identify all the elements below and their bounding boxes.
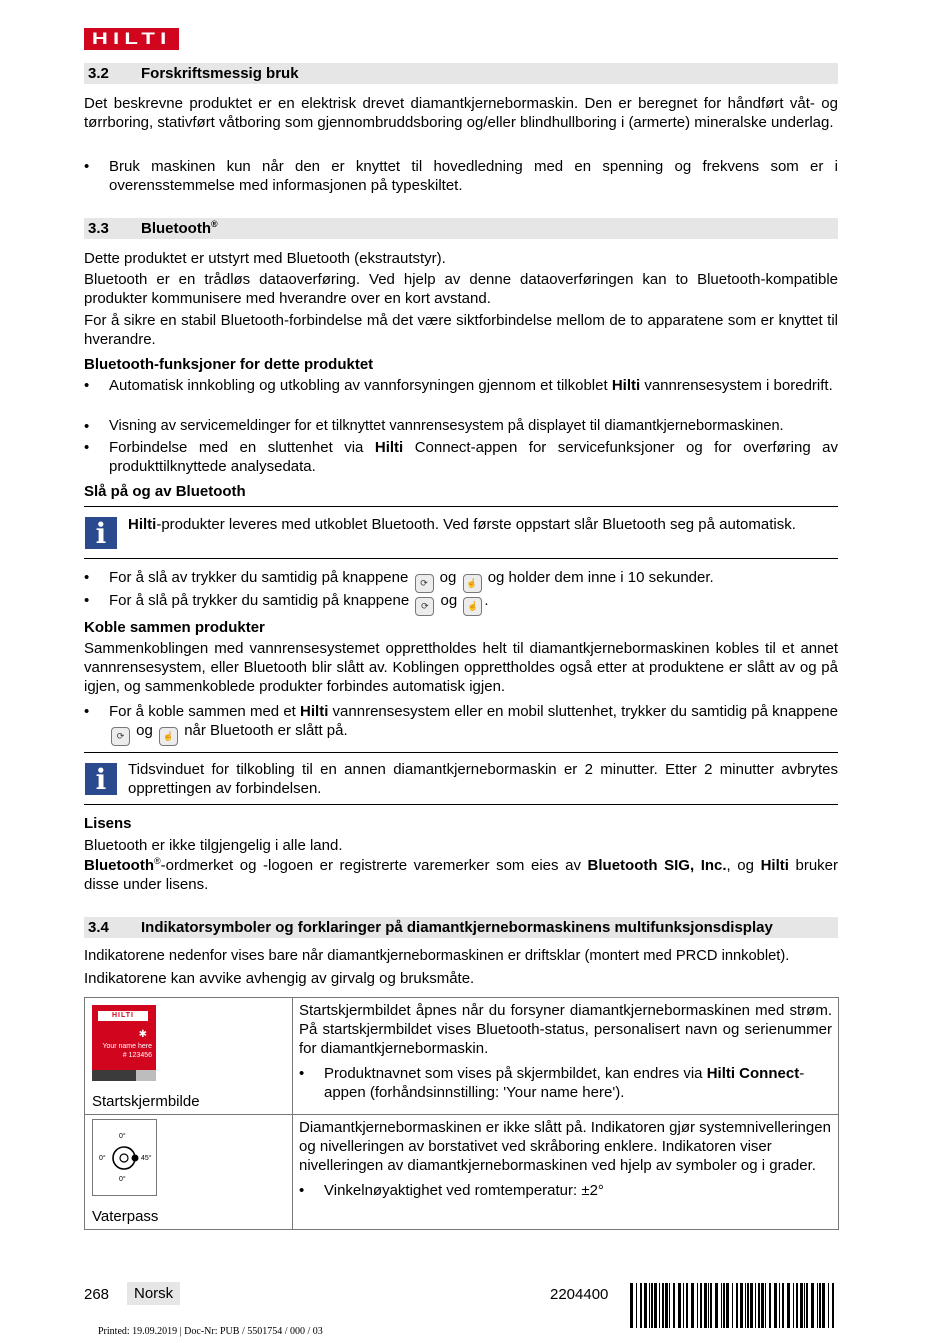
- print-info: Printed: 19.09.2019 | Doc-Nr: PUB / 5501754 / 000 / 03: [98, 1326, 323, 1337]
- paragraph: Indikatorene nedenfor vises bare når diamantkjernebormaskinen er driftsklar (montert med PRCD innkoblet).: [84, 948, 790, 964]
- row-description: Startskjermbildet åpnes når du forsyner diamantkjernebormaskinen med strøm. På startskjermbildet vises Bluetooth-status, personalisert navn og serienummer for diamantkjernebormaskin.: [299, 1002, 832, 1057]
- subheading: Bluetooth-funksjoner for dette produktet: [84, 356, 374, 373]
- barcode: [630, 1283, 838, 1328]
- section-header-3-3: 3.3 Bluetooth®: [84, 218, 838, 239]
- bluetooth-icon: ✱: [138, 1029, 147, 1040]
- list-item: • Bruk maskinen kun når den er knyttet til hovedledning med en spenning og frekvens som er i overensstemmelse med informasjonen på typeskiltet.: [84, 158, 838, 194]
- subheading: Koble sammen produkter: [84, 619, 265, 636]
- button-hand-icon: ☝: [463, 597, 482, 616]
- info-box: i Tidsvinduet for tilkobling til en annen diamantkjernebormaskin er 2 minutter. Etter 2 minutter avbrytes opprettingen av forbindelsen.: [84, 752, 838, 805]
- paragraph: For å sikre en stabil Bluetooth-forbindelse må det være siktforbindelse mellom de to apparatene som er knyttet til hverandre.: [84, 312, 838, 348]
- paragraph: Bluetooth er en trådløs dataoverføring. Ved hjelp av denne dataoverføringen kan to Bluetooth-kompatible produkter kommunisere med hverandre over en kort avstand.: [84, 271, 838, 307]
- paragraph: Dette produktet er utstyrt med Bluetooth (ekstrautstyr).: [84, 250, 446, 267]
- row-label: Vaterpass: [92, 1208, 159, 1225]
- info-box: i Hilti-produkter leveres med utkoblet Bluetooth. Ved første oppstart slår Bluetooth seg på automatisk.: [84, 506, 838, 559]
- paragraph: Bluetooth er ikke tilgjengelig i alle land.: [84, 837, 343, 854]
- list-item: • For å koble sammen med et Hilti vannrensesystem eller en mobil sluttenhet, trykker du samtidig på knappene ⟳ og ☝ når Bluetooth er slått på.: [84, 702, 838, 746]
- hilti-logo: HILTI: [84, 28, 179, 50]
- start-screen-image: HILTI ✱ Your name here # 123456: [92, 1005, 156, 1081]
- section-header-3-4: 3.4 Indikatorsymboler og forklaringer på diamantkjernebormaskinens multifunksjonsdisplay: [84, 917, 838, 938]
- button-rotate-icon: ⟳: [415, 597, 434, 616]
- list-item: • Visning av servicemeldinger for et tilknyttet vannrensesystem på displayet til diamantkjernebormaskinen.: [84, 418, 784, 435]
- table-row: [85, 998, 839, 1115]
- subheading: Slå på og av Bluetooth: [84, 483, 246, 500]
- row-label: Startskjermbilde: [92, 1093, 200, 1110]
- button-rotate-icon: ⟳: [111, 727, 130, 746]
- info-icon: i: [85, 763, 117, 795]
- list-item: • Produktnavnet som vises på skjermbildet, kan endres via Hilti Connect-appen (forhåndsinnstilling: 'Your name here').: [299, 1065, 805, 1101]
- screen-logo: HILTI: [98, 1011, 148, 1021]
- indicator-table: [84, 997, 839, 1230]
- level-icon: 0° 0° 45° 0°: [92, 1119, 157, 1196]
- subheading: Lisens: [84, 815, 132, 832]
- list-item: • Automatisk innkobling og utkobling av vannforsyningen gjennom et tilkoblet Hilti vannrensesystem i boredrift.: [84, 377, 833, 394]
- button-hand-icon: ☝: [463, 574, 482, 593]
- row-description: Diamantkjernebormaskinen er ikke slått på. Indikatoren gjør systemnivelleringen og nivelleringen av borstativet ved skråboring enklere. Indikatoren viser nivelleringen av diamantkjernebormaskinen ved hjelp av symboler og i grader.: [299, 1119, 831, 1174]
- paragraph: Sammenkoblingen med vannrensesystemet opprettholdes helt til diamantkjernebormaskinen kobles til et annet vannrensesystem, eller Bluetooth blir slått av. Koblingen opprettholdes også etter at produktene er slått av og på igjen, og sammenkoblede produkter forbindes automatisk igjen.: [84, 640, 838, 695]
- button-hand-icon: ☝: [159, 727, 178, 746]
- paragraph: Indikatorene kan avvike avhengig av girvalg og bruksmåte.: [84, 970, 475, 987]
- language-label: Norsk: [127, 1282, 180, 1305]
- list-item: • For å slå på trykker du samtidig på knappene ⟳ og ☝ .: [84, 591, 838, 616]
- section-header-3-2: 3.2 Forskriftsmessig bruk: [84, 63, 838, 84]
- list-item: • Vinkelnøyaktighet ved romtemperatur: ±2°: [299, 1182, 604, 1199]
- list-item: • For å slå av trykker du samtidig på knappene ⟳ og ☝ og holder dem inne i 10 sekunder.: [84, 568, 838, 593]
- info-icon: i: [85, 517, 117, 549]
- paragraph: Det beskrevne produktet er en elektrisk drevet diamantkjernebormaskin. Den er beregnet for håndført våt- og tørrboring, stativført våtboring som gjennombruddsboring og/eller blindhullboring i (armerte) mineralske underlag.: [84, 95, 838, 131]
- document-code: 2204400: [550, 1286, 609, 1303]
- table-row: [85, 1115, 839, 1230]
- list-item: • Forbindelse med en sluttenhet via Hilti Connect-appen for servicefunksjoner og for overføring av produkttilknyttede analysedata.: [84, 439, 838, 475]
- button-rotate-icon: ⟳: [415, 574, 434, 593]
- page-number: 268: [84, 1286, 110, 1303]
- paragraph: Bluetooth®-ordmerket og -logoen er registrerte varemerker som eies av Bluetooth SIG, Inc., og Hilti bruker disse under lisens.: [84, 856, 839, 893]
